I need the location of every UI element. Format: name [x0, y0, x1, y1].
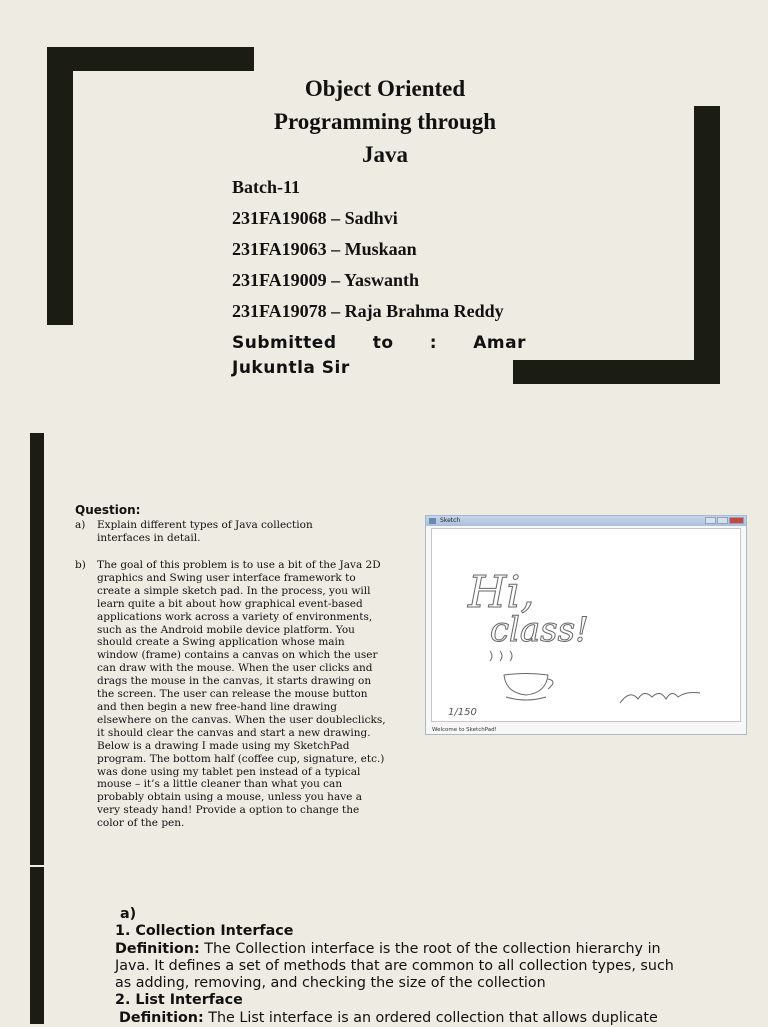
member-2: 231FA19063 – Muskaan: [232, 239, 417, 259]
saucer-icon: [506, 697, 546, 700]
steam-icon: [490, 651, 512, 661]
drawing-date-text: 1/150: [448, 707, 477, 718]
member-1: 231FA19068 – Sadhvi: [232, 208, 398, 228]
member-4: 231FA19078 – Raja Brahma Reddy: [232, 301, 504, 321]
signature-icon: [620, 693, 700, 704]
drawing-hi-text: Hi,: [468, 567, 535, 618]
section-2-definition: [115, 1010, 675, 1027]
section-2-heading: 2. List Interface: [115, 992, 243, 1009]
sketch-titlebar: [426, 516, 746, 526]
page-title: [240, 72, 530, 171]
answer-label: a): [120, 906, 137, 922]
maximize-icon: [717, 517, 728, 524]
frame-bar-right-vertical: [694, 106, 720, 384]
section-2-definition-text: The List interface is an ordered collection that allows duplicate: [203, 1009, 658, 1026]
answer-section: [115, 906, 675, 1027]
question-item-b-label: b): [75, 559, 86, 571]
left-margin-bar: [30, 433, 44, 865]
question-heading: Question:: [75, 503, 141, 517]
title-line-3: Java: [362, 142, 408, 167]
question-item-b-text: The goal of this problem is to use a bit of the Java 2D graphics and Swing user interface framework to create a simple sketch pad. In the process, you will learn quite a bit about how graphical event-based applications work across a variety of environments, such as the Android mobile device platform. You should create a Swing application whose main window (frame) contains a canvas on which the user can draw with the mouse. When the user clicks and drags the mouse in the canvas, it starts drawing on the screen. The user can release the mouse button and then begin a new free-hand line drawing elsewhere on the canvas. When the user doubleclicks, it should clear the canvas and start a new drawing. Below is a drawing I made using my SketchPad program. The bottom half (coffee cup, signature, etc.) was done using my tablet pen instead of a typical mouse – it’s a little cleaner than what you can probably obtain using a mouse, unless you have a very steady hand! Provide a option to change the color of the pen.: [97, 559, 386, 830]
title-line-1: Object Oriented: [304, 76, 466, 101]
drawing-class-text: class!: [490, 610, 589, 650]
frame-bar-top-left-vertical: [47, 47, 73, 325]
coffee-cup-icon: [504, 674, 553, 696]
section-2-definition-label: Definition:: [119, 1009, 204, 1026]
sketchpad-screenshot: [425, 515, 747, 735]
left-margin-bar-lower: [30, 867, 44, 1024]
app-icon: [429, 518, 436, 524]
batch-label: Batch-11: [232, 177, 301, 197]
window-buttons: [705, 517, 744, 524]
frame-bar-top-left-horizontal: [47, 47, 254, 71]
section-1-heading: 1. Collection Interface: [115, 923, 294, 940]
sketch-canvas: [431, 528, 741, 722]
sketch-status-bar: Welcome to SketchPad!: [432, 727, 497, 733]
submitted-label: Submitted: [232, 333, 337, 353]
question-item-a-label: a): [75, 519, 86, 531]
sketch-drawing: [432, 529, 742, 723]
member-3: 231FA19009 – Yaswanth: [232, 270, 420, 290]
question-item-a-text: Explain different types of Java collection interfaces in detail.: [97, 519, 313, 544]
minimize-icon: [705, 517, 716, 524]
frame-bar-bottom-right-horizontal: [513, 360, 720, 384]
section-1-definition-label: Definition:: [115, 940, 200, 957]
title-line-2: Programming through: [273, 109, 497, 134]
submitted-rest: Jukuntla Sir: [232, 358, 350, 378]
submitted-first-name: Amar: [473, 333, 526, 353]
section-1-definition: [115, 941, 675, 993]
submitted-to-word: to: [372, 333, 394, 353]
close-icon: [729, 517, 744, 524]
submitted-to: [232, 331, 526, 381]
section-1-definition-text: The Collection interface is the root of the collection hierarchy in Java. It defines a set of methods that are common to all collection types, such as adding, removing, and checking the size of the collection: [115, 940, 674, 992]
submitted-colon: :: [429, 333, 438, 353]
sketch-window-title: Sketch: [440, 517, 461, 524]
